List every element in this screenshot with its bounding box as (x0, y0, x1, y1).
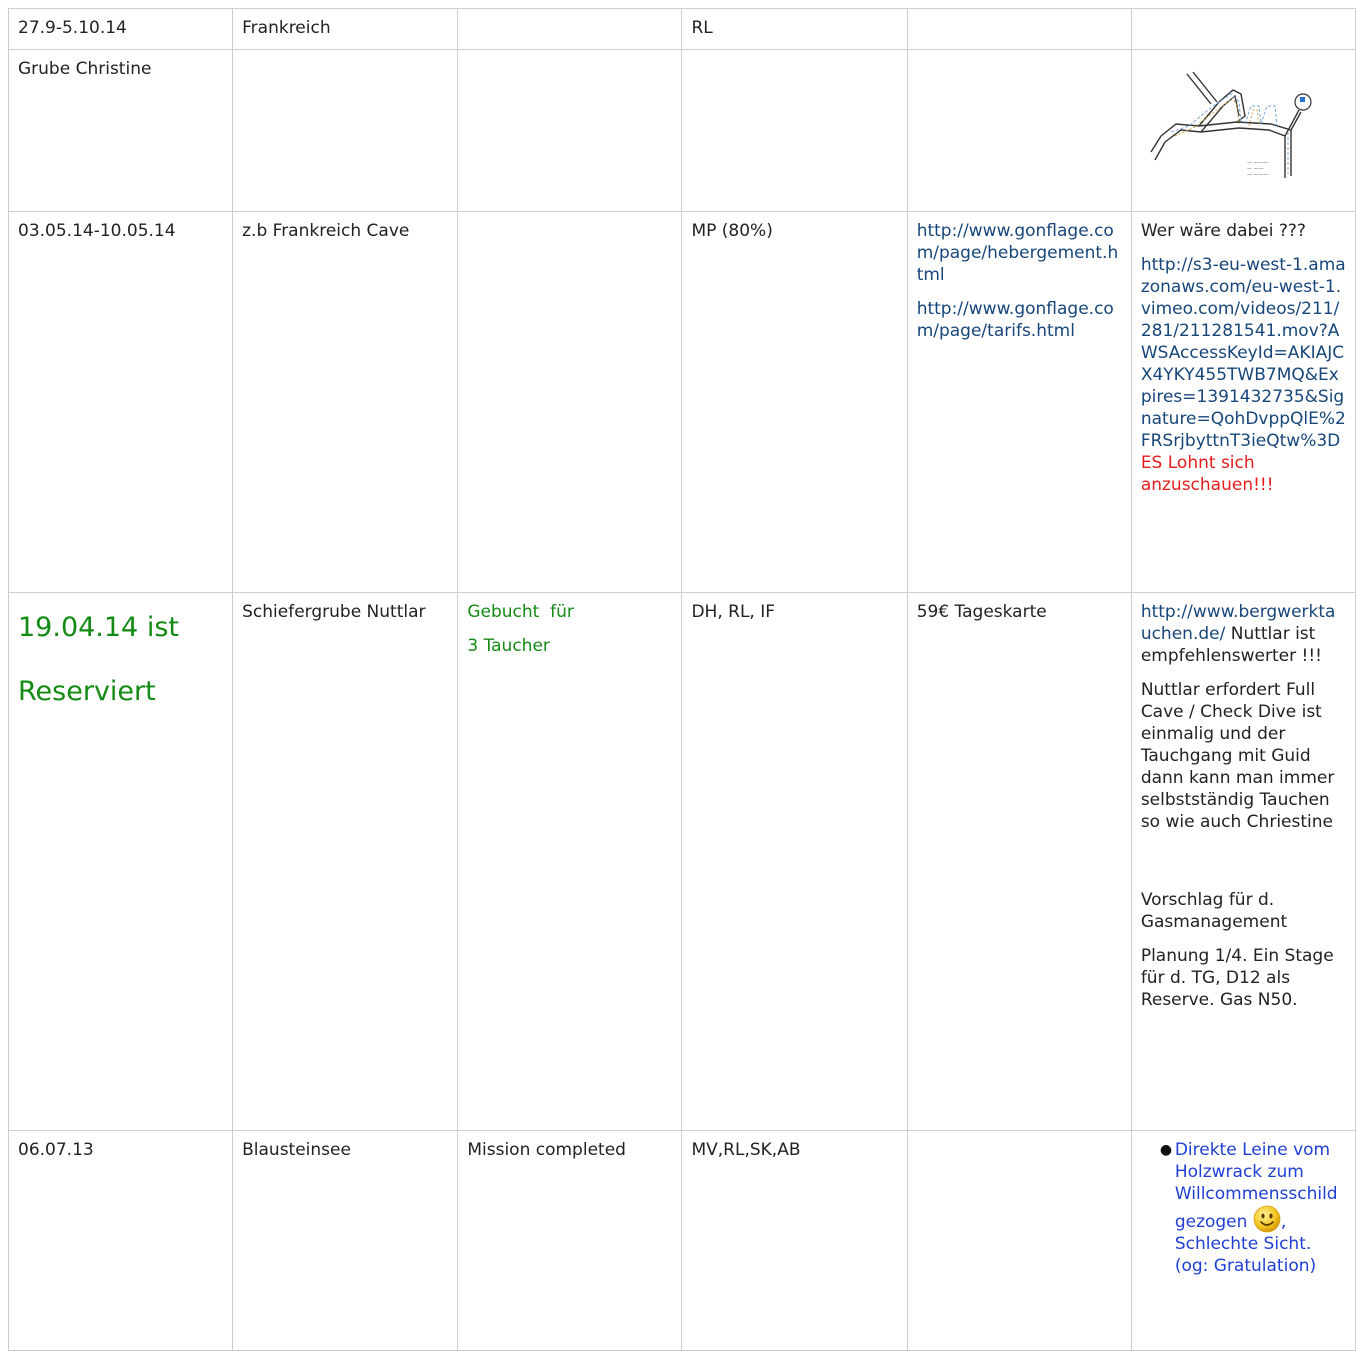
info-cell (907, 212, 1131, 593)
notes-paragraph: Vorschlag für d. Gasmanagement (1140, 890, 1288, 932)
location-cell (233, 9, 458, 50)
tarifs-link[interactable]: http://www.gonflage.com/page/tarifs.html (916, 299, 1114, 341)
date-cell (9, 593, 233, 1131)
status-cell (458, 212, 682, 593)
location-text: z.b Frankreich Cave (242, 221, 410, 241)
divers-text: RL (691, 18, 713, 38)
location-text: Blausteinsee (242, 1140, 351, 1160)
recommendation-text: ES Lohnt sich anzuschauen!!! (1140, 453, 1274, 495)
date-text: 03.05.14-10.05.14 (18, 221, 176, 241)
divers-cell (682, 593, 907, 1131)
table-row (9, 9, 1356, 50)
date-cell (9, 50, 233, 212)
price-text: 59€ Tageskarte (916, 602, 1047, 622)
divers-text: DH, RL, IF (691, 602, 776, 622)
location-text: Frankreich (242, 18, 331, 38)
notes-cell (1131, 593, 1355, 1131)
notes-paragraph: Nuttlar erfordert Full Cave / Check Dive ist einmalig und der Tauchgang mit Guid dann kann man immer selbstständig Tauchen so wie auch Chriestine (1140, 680, 1335, 832)
svg-text:— ———: — ——— (1246, 160, 1269, 166)
notes-cell (1131, 50, 1355, 212)
status-cell (458, 9, 682, 50)
site-name: Grube Christine (18, 59, 152, 79)
notes-cell (1131, 212, 1355, 593)
table-row (9, 50, 1356, 212)
svg-text:— ——: — —— (1246, 166, 1264, 172)
location-cell (233, 50, 458, 212)
date-cell (9, 1131, 233, 1351)
status-cell (458, 50, 682, 212)
hebergement-link[interactable]: http://www.gonflage.com/page/hebergement.html (916, 221, 1119, 285)
table-row (9, 212, 1356, 593)
notes-cell (1131, 1131, 1355, 1351)
notes-question: Wer wäre dabei ??? (1140, 221, 1306, 241)
status-cell (458, 1131, 682, 1351)
location-text: Schiefergrube Nuttlar (242, 602, 426, 622)
info-cell (907, 9, 1131, 50)
info-cell (907, 50, 1131, 212)
reserved-date: 19.04.14 ist (18, 612, 179, 643)
svg-text:— ———: — ——— (1246, 172, 1269, 178)
divers-text: MP (80%) (691, 221, 773, 241)
booking-count: 3 Taucher (467, 636, 550, 656)
notes-list (1141, 1139, 1346, 1277)
divers-text: MV,RL,SK,AB (691, 1140, 801, 1160)
location-cell (233, 212, 458, 593)
dive-schedule-table (8, 8, 1356, 1351)
bullet-icon: ● (1159, 1142, 1173, 1158)
divers-cell (682, 1131, 907, 1351)
location-cell (233, 593, 458, 1131)
booking-status: Gebucht für (467, 602, 574, 622)
date-cell (9, 9, 233, 50)
table-row (9, 593, 1356, 1131)
location-cell (233, 1131, 458, 1351)
divers-cell (682, 50, 907, 212)
status-text: Mission completed (467, 1140, 626, 1160)
note-text: Direkte Leine vom Holzwrack zum Willcommensschild gezogen (1174, 1140, 1338, 1232)
date-text: 06.07.13 (18, 1140, 94, 1160)
notes-text: Nuttlar ist empfehlenswerter !!! (1140, 624, 1322, 666)
notes-paragraph: Planung 1/4. Ein Stage für d. TG, D12 als Reserve. Gas N50. (1140, 946, 1334, 1010)
notes-cell (1131, 9, 1355, 50)
date-text: 27.9-5.10.14 (18, 18, 127, 38)
info-cell (907, 1131, 1131, 1351)
status-cell (458, 593, 682, 1131)
smiley-icon (1253, 1205, 1281, 1233)
list-item (1159, 1139, 1346, 1277)
date-cell (9, 212, 233, 593)
video-link[interactable]: http://s3-eu-west-1.amazonaws.com/eu-west-1.vimeo.com/videos/211/281/211281541.mov?AWSAccessKeyId=AKIAJCX4YKY455TWB7MQ&Expires=1391432735&Signature=QohDvppQlE%2FRSrjbyttnT3ieQtw%3D (1140, 255, 1346, 451)
note-text: , Schlechte Sicht. (og: Gratulation) (1174, 1212, 1317, 1276)
divers-cell (682, 9, 907, 50)
reserved-label: Reserviert (18, 676, 156, 707)
info-cell (907, 593, 1131, 1131)
divers-cell (682, 212, 907, 593)
cave-map-thumbnail[interactable] (1141, 66, 1327, 194)
bergwerk-link[interactable]: http://www.bergwerktauchen.de/ (1140, 602, 1336, 644)
table-row (9, 1131, 1356, 1351)
